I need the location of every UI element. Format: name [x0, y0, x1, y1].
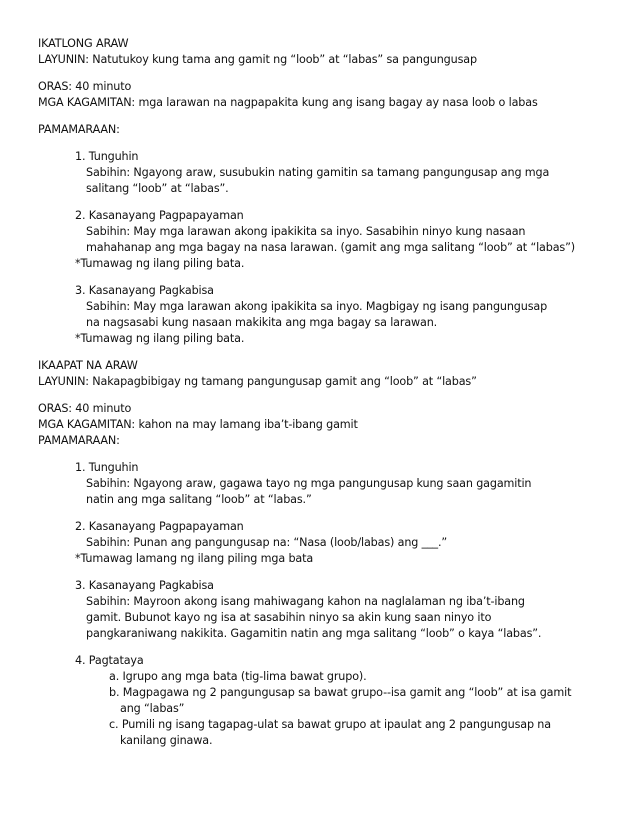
- day3-step2-note: *Tumawag ng ilang piling bata.: [75, 257, 245, 270]
- day4-step3-line: Sabihin: Mayroon akong isang mahiwagang kahon na naglalaman ng iba’t-ibang: [86, 595, 525, 608]
- day3-step3-line: na nagsasabi kung nasaan makikita ang mga bagay sa larawan.: [86, 316, 438, 329]
- day4-step3-line: pangkaraniwang nakikita. Gagamitin natin ang mga salitang “loob” o kaya “labas”.: [86, 627, 542, 640]
- day3-materials: MGA KAGAMITAN: mga larawan na nagpapakita kung ang isang bagay ay nasa loob o labas: [38, 96, 538, 109]
- day4-procedure-heading: PAMAMARAAN:: [38, 434, 120, 447]
- day4-step4-title: 4. Pagtataya: [75, 654, 144, 667]
- day3-step1-line: salitang “loob” at “labas”.: [86, 182, 229, 195]
- day4-step4-item-c-cont: kanilang ginawa.: [120, 734, 213, 747]
- day4-step4-item-b-cont: ang “labas”: [120, 702, 185, 715]
- day4-step2-line: Sabihin: Punan ang pangungusap na: “Nasa (loob/labas) ang ___.”: [86, 536, 448, 549]
- day3-title: IKATLONG ARAW: [38, 37, 129, 50]
- day4-objective: LAYUNIN: Nakapagbibigay ng tamang pangungusap gamit ang “loob” at “labas”: [38, 375, 477, 388]
- day4-step2-title: 2. Kasanayang Pagpapayaman: [75, 520, 244, 533]
- day4-step1-title: 1. Tunguhin: [75, 461, 139, 474]
- day3-step2-line: Sabihin: May mga larawan akong ipakikita sa inyo. Sasabihin ninyo kung nasaan: [86, 225, 526, 238]
- day4-step1-line: natin ang mga salitang “loob” at “labas.”: [86, 493, 312, 506]
- day4-step4-item-a: a. Igrupo ang mga bata (tig-lima bawat grupo).: [109, 670, 367, 683]
- day4-step2-note: *Tumawag lamang ng ilang piling mga bata: [75, 552, 314, 565]
- day3-step3-title: 3. Kasanayang Pagkabisa: [75, 284, 214, 297]
- day3-step2-line: mahahanap ang mga bagay na nasa larawan. (gamit ang mga salitang “loob” at “labas”): [86, 241, 575, 254]
- day3-time: ORAS: 40 minuto: [38, 80, 132, 93]
- day3-step2-title: 2. Kasanayang Pagpapayaman: [75, 209, 244, 222]
- day4-materials: MGA KAGAMITAN: kahon na may lamang iba’t-ibang gamit: [38, 418, 358, 431]
- day4-time: ORAS: 40 minuto: [38, 402, 132, 415]
- day3-step3-note: *Tumawag ng ilang piling bata.: [75, 332, 245, 345]
- day4-step3-line: gamit. Bubunot kayo ng isa at sasabihin ninyo sa akin kung saan ninyo ito: [86, 611, 492, 624]
- day4-step1-line: Sabihin: Ngayong araw, gagawa tayo ng mga pangungusap kung saan gagamitin: [86, 477, 532, 490]
- day3-objective: LAYUNIN: Natutukoy kung tama ang gamit ng “loob” at “labas” sa pangungusap: [38, 53, 477, 66]
- day4-step4-item-c: c. Pumili ng isang tagapag-ulat sa bawat grupo at ipaulat ang 2 pangungusap na: [109, 718, 551, 731]
- lesson-plan-document: [38, 36, 608, 749]
- day3-step1-title: 1. Tunguhin: [75, 150, 139, 163]
- day4-title: IKAAPAT NA ARAW: [38, 359, 138, 372]
- day3-procedure-heading: PAMAMARAAN:: [38, 123, 120, 136]
- day4-step4-item-b: b. Magpagawa ng 2 pangungusap sa bawat grupo--isa gamit ang “loob” at isa gamit: [109, 686, 572, 699]
- day3-step3-line: Sabihin: May mga larawan akong ipakikita sa inyo. Magbigay ng isang pangungusap: [86, 300, 548, 313]
- day4-step3-title: 3. Kasanayang Pagkabisa: [75, 579, 214, 592]
- day3-step1-line: Sabihin: Ngayong araw, susubukin nating gamitin sa tamang pangungusap ang mga: [86, 166, 550, 179]
